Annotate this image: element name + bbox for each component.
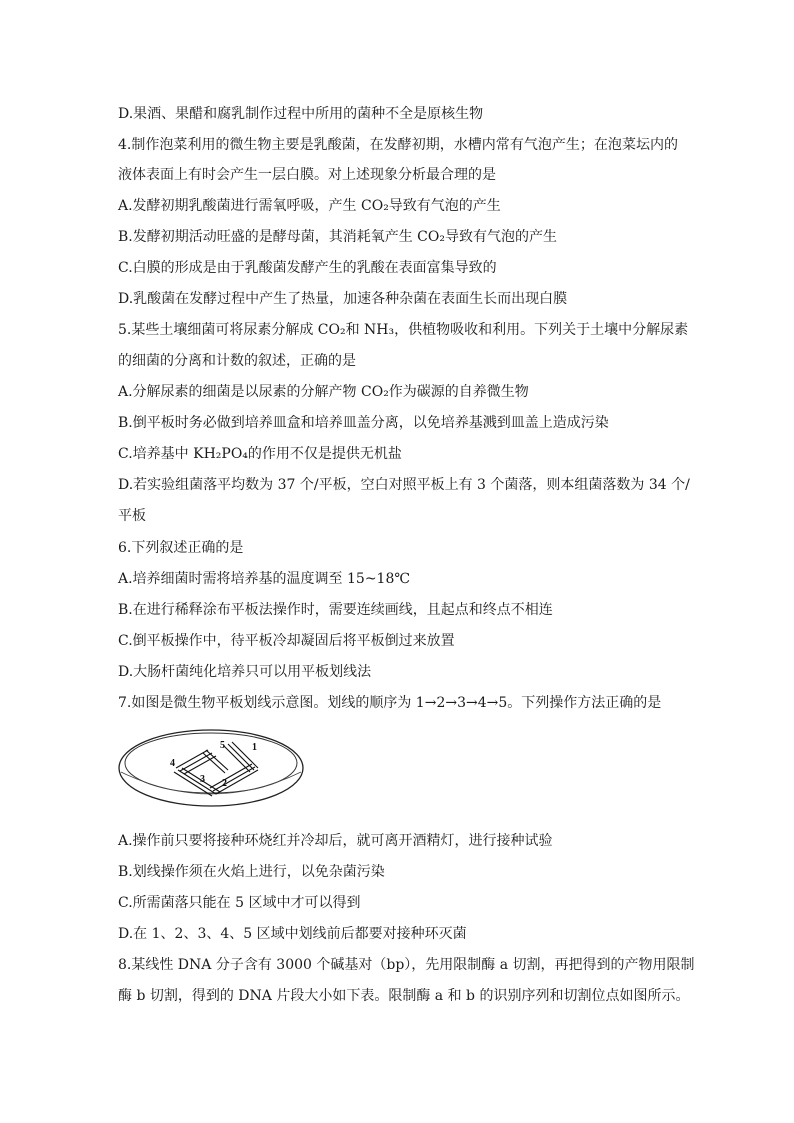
option-q4-b: B.发酵初期活动旺盛的是酵母菌，其消耗氧产生 CO₂导致有气泡的产生 (118, 229, 557, 245)
option-q6-d: D.大肠杆菌纯化培养只可以用平板划线法 (118, 664, 372, 680)
region-label-1: 1 (252, 742, 257, 753)
option-q4-d: D.乳酸菌在发酵过程中产生了热量，加速各种杂菌在表面生长而出现白膜 (118, 291, 568, 307)
question-8-stem-line2: 酶 b 切割，得到的 DNA 片段大小如下表。限制酶 a 和 b 的识别序列和切割位点如图所示。 (118, 988, 690, 1004)
option-q7-c: C.所需菌落只能在 5 区域中才可以得到 (118, 895, 361, 911)
question-5-stem-line1: 5.某些土壤细菌可将尿素分解成 CO₂和 NH₃，供植物吸收和利用。下列关于土壤中分解尿素 (118, 322, 689, 338)
option-q5-b: B.倒平板时务必做到培养皿盒和培养皿盖分离，以免培养基溅到皿盖上造成污染 (118, 415, 609, 431)
region-label-5: 5 (220, 740, 225, 751)
option-q5-c: C.培养基中 KH₂PO₄的作用不仅是提供无机盐 (118, 446, 402, 462)
option-q6-b: B.在进行稀释涂布平板法操作时，需要连续画线，且起点和终点不相连 (118, 602, 553, 618)
option-q7-a: A.操作前只要将接种环烧红并冷却后，就可离开酒精灯，进行接种试验 (118, 833, 553, 849)
question-6-stem: 6.下列叙述正确的是 (118, 540, 244, 556)
question-4-stem-line1: 4.制作泡菜利用的微生物主要是乳酸菌，在发酵初期，水槽内常有气泡产生；在泡菜坛内的 (118, 137, 678, 153)
question-5-stem-line2: 的细菌的分离和计数的叙述，正确的是 (118, 353, 356, 369)
option-q6-a: A.培养细菌时需将培养基的温度调至 15~18℃ (118, 571, 411, 587)
option-q3-d: D.果酒、果醋和腐乳制作过程中所用的菌种不全是原核生物 (118, 106, 484, 122)
option-q6-c: C.倒平板操作中，待平板冷却凝固后将平板倒过来放置 (118, 633, 455, 649)
region-label-2: 2 (222, 778, 227, 789)
petri-dish-diagram (116, 724, 306, 810)
question-7-stem: 7.如图是微生物平板划线示意图。划线的顺序为 1→2→3→4→5。下列操作方法正确的是 (118, 695, 662, 711)
region-label-4: 4 (170, 758, 175, 769)
dish-outer-rim (119, 730, 303, 806)
option-q7-d: D.在 1、2、3、4、5 区域中划线前后都要对接种环灭菌 (118, 926, 467, 942)
option-q4-a: A.发酵初期乳酸菌进行需氧呼吸，产生 CO₂导致有气泡的产生 (118, 198, 501, 214)
option-q5-d-line2: 平板 (118, 508, 146, 524)
option-q7-b: B.划线操作须在火焰上进行，以免杂菌污染 (118, 864, 385, 880)
question-8-stem-line1: 8.某线性 DNA 分子含有 3000 个碱基对（bp），先用限制酶 a 切割，再把得到的产物用限制 (118, 957, 695, 973)
option-q4-c: C.白膜的形成是由于乳酸菌发酵产生的乳酸在表面富集导致的 (118, 260, 497, 276)
question-4-stem-line2: 液体表面上有时会产生一层白膜。对上述现象分析最合理的是 (118, 167, 496, 183)
option-q5-d-line1: D.若实验组菌落平均数为 37 个/平板，空白对照平板上有 3 个菌落，则本组菌落数为 34 个/ (118, 477, 690, 493)
streak-plate-figure (116, 724, 306, 810)
region-label-3: 3 (200, 774, 205, 785)
option-q5-a: A.分解尿素的细菌是以尿素的分解产物 CO₂作为碳源的自养微生物 (118, 384, 529, 400)
